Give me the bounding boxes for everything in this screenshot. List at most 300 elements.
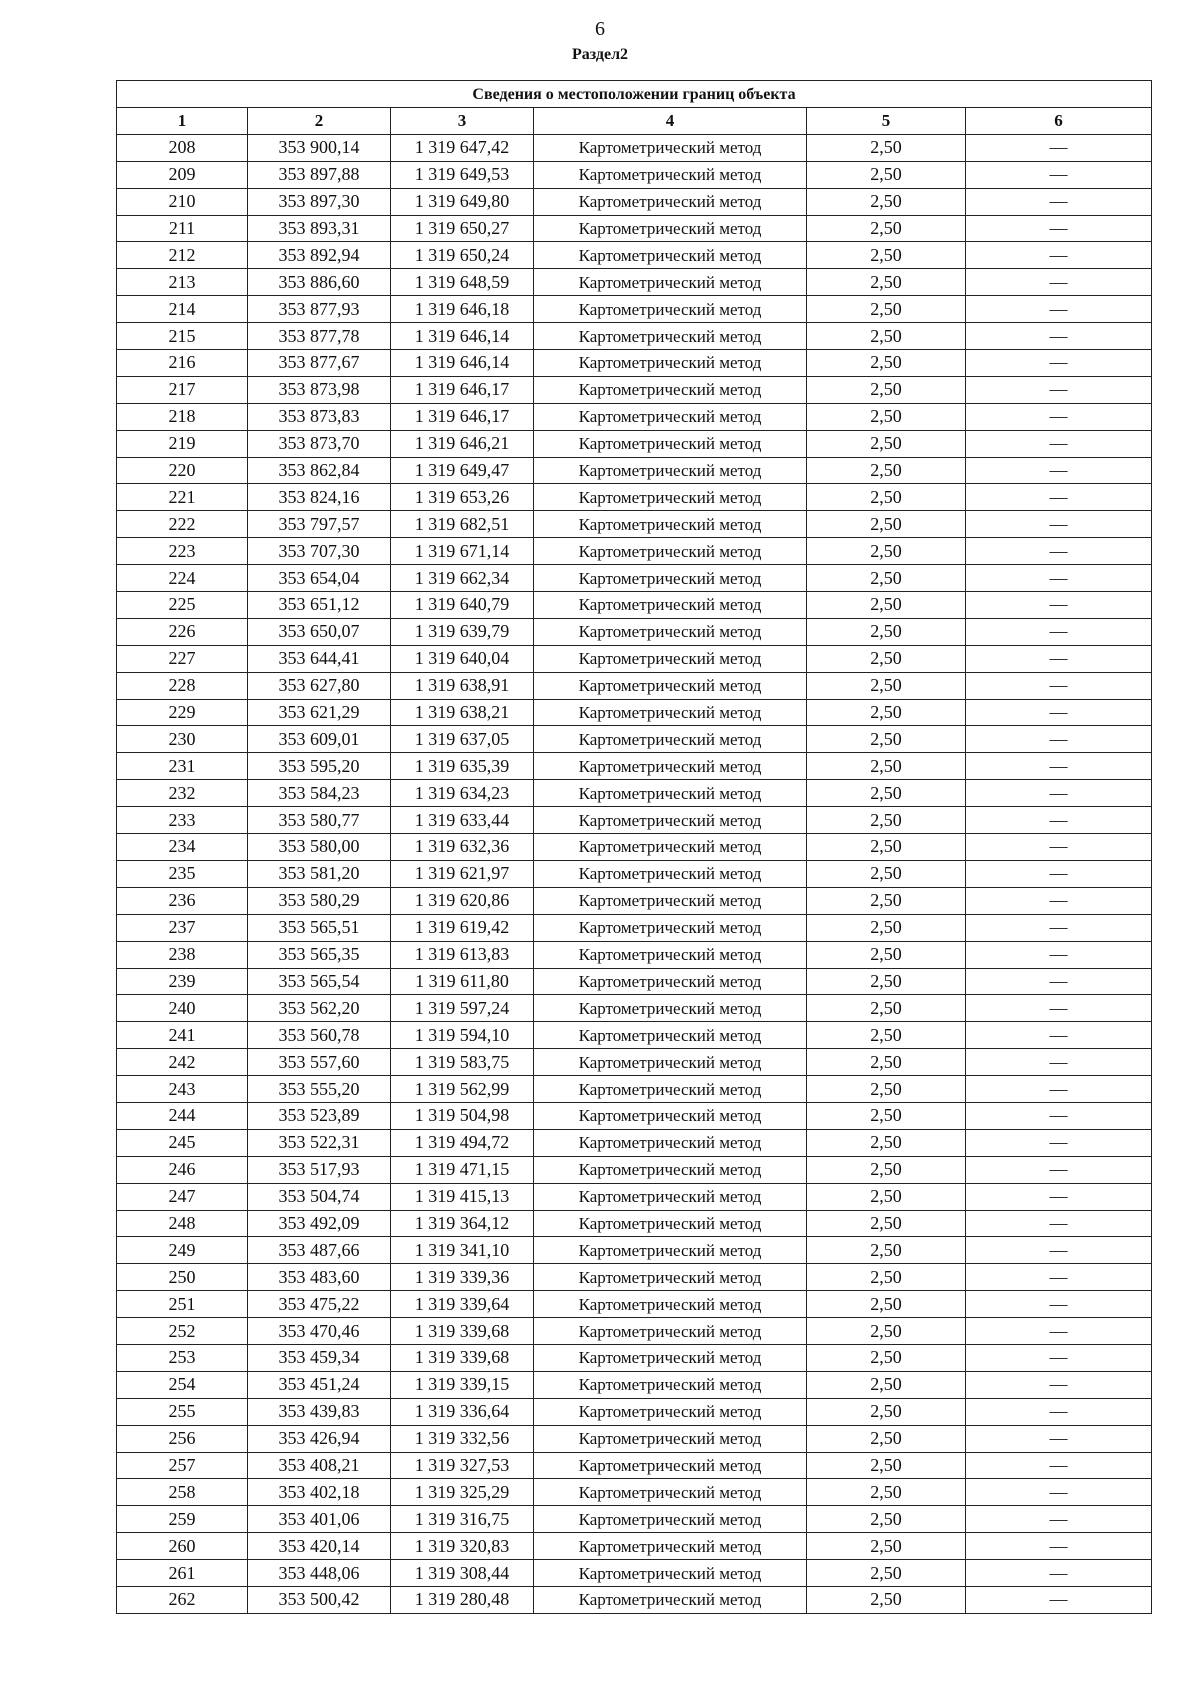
method-cell: Картометрический метод [534,538,807,565]
x-coordinate-cell: 353 565,35 [248,941,391,968]
y-coordinate-cell: 1 319 653,26 [391,484,534,511]
table-row [117,1156,1152,1183]
table-row [117,1506,1152,1533]
x-coordinate-cell: 353 565,54 [248,968,391,995]
accuracy-cell: 2,50 [807,242,966,269]
point-number-cell: 224 [117,565,248,592]
y-coordinate-cell: 1 319 613,83 [391,941,534,968]
x-coordinate-cell: 353 483,60 [248,1264,391,1291]
description-cell: — [966,941,1152,968]
point-number-cell: 233 [117,807,248,834]
accuracy-cell: 2,50 [807,672,966,699]
table-row [117,1210,1152,1237]
description-cell: — [966,1533,1152,1560]
description-cell: — [966,350,1152,377]
point-number-cell: 214 [117,296,248,323]
accuracy-cell: 2,50 [807,1183,966,1210]
table-row [117,1371,1152,1398]
description-cell: — [966,860,1152,887]
x-coordinate-cell: 353 877,93 [248,296,391,323]
y-coordinate-cell: 1 319 619,42 [391,914,534,941]
accuracy-cell: 2,50 [807,403,966,430]
method-cell: Картометрический метод [534,1049,807,1076]
y-coordinate-cell: 1 319 471,15 [391,1156,534,1183]
accuracy-cell: 2,50 [807,1479,966,1506]
point-number-cell: 236 [117,887,248,914]
point-number-cell: 219 [117,430,248,457]
y-coordinate-cell: 1 319 637,05 [391,726,534,753]
x-coordinate-cell: 353 900,14 [248,134,391,161]
x-coordinate-cell: 353 650,07 [248,618,391,645]
accuracy-cell: 2,50 [807,1049,966,1076]
accuracy-cell: 2,50 [807,350,966,377]
x-coordinate-cell: 353 873,83 [248,403,391,430]
x-coordinate-cell: 353 557,60 [248,1049,391,1076]
description-cell: — [966,1129,1152,1156]
x-coordinate-cell: 353 654,04 [248,565,391,592]
method-cell: Картометрический метод [534,215,807,242]
method-cell: Картометрический метод [534,914,807,941]
method-cell: Картометрический метод [534,242,807,269]
method-cell: Картометрический метод [534,1425,807,1452]
point-number-cell: 249 [117,1237,248,1264]
table-row [117,1237,1152,1264]
point-number-cell: 261 [117,1560,248,1587]
table-row [117,914,1152,941]
x-coordinate-cell: 353 580,29 [248,887,391,914]
x-coordinate-cell: 353 448,06 [248,1560,391,1587]
x-coordinate-cell: 353 580,77 [248,807,391,834]
y-coordinate-cell: 1 319 646,14 [391,323,534,350]
y-coordinate-cell: 1 319 280,48 [391,1586,534,1613]
accuracy-cell: 2,50 [807,430,966,457]
x-coordinate-cell: 353 555,20 [248,1076,391,1103]
y-coordinate-cell: 1 319 332,56 [391,1425,534,1452]
accuracy-cell: 2,50 [807,457,966,484]
method-cell: Картометрический метод [534,1398,807,1425]
point-number-cell: 238 [117,941,248,968]
x-coordinate-cell: 353 584,23 [248,780,391,807]
description-cell: — [966,511,1152,538]
y-coordinate-cell: 1 319 339,36 [391,1264,534,1291]
y-coordinate-cell: 1 319 339,68 [391,1344,534,1371]
table-row [117,296,1152,323]
table-row [117,726,1152,753]
description-cell: — [966,269,1152,296]
column-header: 2 [248,108,391,135]
table-row [117,1022,1152,1049]
accuracy-cell: 2,50 [807,995,966,1022]
table-title: Сведения о местоположении границ объекта [117,81,1152,108]
table-row [117,941,1152,968]
section-title: Раздел2 [571,46,629,63]
point-number-cell: 239 [117,968,248,995]
table-row [117,161,1152,188]
method-cell: Картометрический метод [534,887,807,914]
table-row [117,1479,1152,1506]
description-cell: — [966,672,1152,699]
description-cell: — [966,215,1152,242]
x-coordinate-cell: 353 492,09 [248,1210,391,1237]
x-coordinate-cell: 353 873,98 [248,376,391,403]
description-cell: — [966,887,1152,914]
point-number-cell: 246 [117,1156,248,1183]
y-coordinate-cell: 1 319 647,42 [391,134,534,161]
accuracy-cell: 2,50 [807,1452,966,1479]
y-coordinate-cell: 1 319 494,72 [391,1129,534,1156]
description-cell: — [966,1506,1152,1533]
x-coordinate-cell: 353 523,89 [248,1102,391,1129]
point-number-cell: 251 [117,1291,248,1318]
description-cell: — [966,1264,1152,1291]
description-cell: — [966,1344,1152,1371]
y-coordinate-cell: 1 319 316,75 [391,1506,534,1533]
point-number-cell: 245 [117,1129,248,1156]
y-coordinate-cell: 1 319 646,21 [391,430,534,457]
method-cell: Картометрический метод [534,376,807,403]
method-cell: Картометрический метод [534,1371,807,1398]
table-row [117,1264,1152,1291]
y-coordinate-cell: 1 319 611,80 [391,968,534,995]
accuracy-cell: 2,50 [807,1129,966,1156]
description-cell: — [966,1398,1152,1425]
table-row [117,780,1152,807]
table-row [117,1425,1152,1452]
column-header: 6 [966,108,1152,135]
point-number-cell: 211 [117,215,248,242]
description-cell: — [966,134,1152,161]
method-cell: Картометрический метод [534,161,807,188]
table-row [117,1049,1152,1076]
accuracy-cell: 2,50 [807,618,966,645]
method-cell: Картометрический метод [534,1344,807,1371]
accuracy-cell: 2,50 [807,834,966,861]
y-coordinate-cell: 1 319 632,36 [391,834,534,861]
y-coordinate-cell: 1 319 662,34 [391,565,534,592]
description-cell: — [966,1560,1152,1587]
y-coordinate-cell: 1 319 646,17 [391,376,534,403]
y-coordinate-cell: 1 319 415,13 [391,1183,534,1210]
x-coordinate-cell: 353 408,21 [248,1452,391,1479]
accuracy-cell: 2,50 [807,1156,966,1183]
table-row [117,807,1152,834]
description-cell: — [966,323,1152,350]
x-coordinate-cell: 353 897,88 [248,161,391,188]
column-header: 1 [117,108,248,135]
x-coordinate-cell: 353 644,41 [248,645,391,672]
accuracy-cell: 2,50 [807,1425,966,1452]
method-cell: Картометрический метод [534,1210,807,1237]
description-cell: — [966,995,1152,1022]
method-cell: Картометрический метод [534,1506,807,1533]
y-coordinate-cell: 1 319 320,83 [391,1533,534,1560]
x-coordinate-cell: 353 873,70 [248,430,391,457]
method-cell: Картометрический метод [534,1076,807,1103]
accuracy-cell: 2,50 [807,645,966,672]
description-cell: — [966,376,1152,403]
boundary-coordinates-table [116,80,1152,1614]
description-cell: — [966,645,1152,672]
method-cell: Картометрический метод [534,1560,807,1587]
y-coordinate-cell: 1 319 649,80 [391,188,534,215]
table-row [117,565,1152,592]
description-cell: — [966,1049,1152,1076]
x-coordinate-cell: 353 580,00 [248,834,391,861]
table-row [117,430,1152,457]
method-cell: Картометрический метод [534,457,807,484]
x-coordinate-cell: 353 877,78 [248,323,391,350]
point-number-cell: 221 [117,484,248,511]
y-coordinate-cell: 1 319 633,44 [391,807,534,834]
point-number-cell: 223 [117,538,248,565]
accuracy-cell: 2,50 [807,296,966,323]
accuracy-cell: 2,50 [807,1344,966,1371]
description-cell: — [966,592,1152,619]
description-cell: — [966,1210,1152,1237]
method-cell: Картометрический метод [534,1586,807,1613]
table-row [117,538,1152,565]
description-cell: — [966,1371,1152,1398]
method-cell: Картометрический метод [534,511,807,538]
y-coordinate-cell: 1 319 621,97 [391,860,534,887]
method-cell: Картометрический метод [534,350,807,377]
description-cell: — [966,1479,1152,1506]
x-coordinate-cell: 353 487,66 [248,1237,391,1264]
description-cell: — [966,1156,1152,1183]
point-number-cell: 250 [117,1264,248,1291]
x-coordinate-cell: 353 893,31 [248,215,391,242]
table-row [117,457,1152,484]
accuracy-cell: 2,50 [807,860,966,887]
accuracy-cell: 2,50 [807,1586,966,1613]
table-row [117,1129,1152,1156]
point-number-cell: 260 [117,1533,248,1560]
point-number-cell: 237 [117,914,248,941]
description-cell: — [966,753,1152,780]
point-number-cell: 259 [117,1506,248,1533]
y-coordinate-cell: 1 319 336,64 [391,1398,534,1425]
y-coordinate-cell: 1 319 327,53 [391,1452,534,1479]
x-coordinate-cell: 353 504,74 [248,1183,391,1210]
table-row [117,1318,1152,1345]
table-row [117,1291,1152,1318]
y-coordinate-cell: 1 319 620,86 [391,887,534,914]
table-row [117,968,1152,995]
point-number-cell: 220 [117,457,248,484]
point-number-cell: 258 [117,1479,248,1506]
method-cell: Картометрический метод [534,1479,807,1506]
table-row [117,215,1152,242]
point-number-cell: 230 [117,726,248,753]
x-coordinate-cell: 353 475,22 [248,1291,391,1318]
method-cell: Картометрический метод [534,1318,807,1345]
point-number-cell: 231 [117,753,248,780]
method-cell: Картометрический метод [534,860,807,887]
description-cell: — [966,457,1152,484]
accuracy-cell: 2,50 [807,161,966,188]
x-coordinate-cell: 353 595,20 [248,753,391,780]
method-cell: Картометрический метод [534,672,807,699]
x-coordinate-cell: 353 522,31 [248,1129,391,1156]
x-coordinate-cell: 353 459,34 [248,1344,391,1371]
point-number-cell: 227 [117,645,248,672]
table-row [117,350,1152,377]
x-coordinate-cell: 353 439,83 [248,1398,391,1425]
accuracy-cell: 2,50 [807,1506,966,1533]
y-coordinate-cell: 1 319 650,24 [391,242,534,269]
accuracy-cell: 2,50 [807,1291,966,1318]
table-row [117,242,1152,269]
table-row [117,887,1152,914]
accuracy-cell: 2,50 [807,323,966,350]
accuracy-cell: 2,50 [807,887,966,914]
accuracy-cell: 2,50 [807,1076,966,1103]
method-cell: Картометрический метод [534,1264,807,1291]
point-number-cell: 252 [117,1318,248,1345]
table-row [117,1398,1152,1425]
x-coordinate-cell: 353 621,29 [248,699,391,726]
y-coordinate-cell: 1 319 597,24 [391,995,534,1022]
point-number-cell: 218 [117,403,248,430]
method-cell: Картометрический метод [534,403,807,430]
x-coordinate-cell: 353 797,57 [248,511,391,538]
description-cell: — [966,1102,1152,1129]
accuracy-cell: 2,50 [807,484,966,511]
accuracy-cell: 2,50 [807,269,966,296]
method-cell: Картометрический метод [534,941,807,968]
x-coordinate-cell: 353 560,78 [248,1022,391,1049]
accuracy-cell: 2,50 [807,592,966,619]
point-number-cell: 213 [117,269,248,296]
accuracy-cell: 2,50 [807,1264,966,1291]
description-cell: — [966,1183,1152,1210]
method-cell: Картометрический метод [534,1129,807,1156]
x-coordinate-cell: 353 565,51 [248,914,391,941]
accuracy-cell: 2,50 [807,968,966,995]
x-coordinate-cell: 353 500,42 [248,1586,391,1613]
method-cell: Картометрический метод [534,430,807,457]
method-cell: Картометрический метод [534,323,807,350]
accuracy-cell: 2,50 [807,699,966,726]
point-number-cell: 242 [117,1049,248,1076]
table-row [117,645,1152,672]
method-cell: Картометрический метод [534,995,807,1022]
x-coordinate-cell: 353 707,30 [248,538,391,565]
point-number-cell: 210 [117,188,248,215]
accuracy-cell: 2,50 [807,376,966,403]
column-header: 3 [391,108,534,135]
x-coordinate-cell: 353 420,14 [248,1533,391,1560]
column-header: 4 [534,108,807,135]
description-cell: — [966,726,1152,753]
method-cell: Картометрический метод [534,1291,807,1318]
y-coordinate-cell: 1 319 341,10 [391,1237,534,1264]
x-coordinate-cell: 353 892,94 [248,242,391,269]
x-coordinate-cell: 353 426,94 [248,1425,391,1452]
method-cell: Картометрический метод [534,699,807,726]
method-cell: Картометрический метод [534,1452,807,1479]
accuracy-cell: 2,50 [807,215,966,242]
column-number-row [117,108,1152,135]
table-row [117,1344,1152,1371]
x-coordinate-cell: 353 517,93 [248,1156,391,1183]
x-coordinate-cell: 353 470,46 [248,1318,391,1345]
method-cell: Картометрический метод [534,726,807,753]
point-number-cell: 232 [117,780,248,807]
y-coordinate-cell: 1 319 646,14 [391,350,534,377]
point-number-cell: 228 [117,672,248,699]
page-number: 6 [595,18,605,40]
method-cell: Картометрический метод [534,296,807,323]
accuracy-cell: 2,50 [807,1210,966,1237]
table-row [117,1560,1152,1587]
accuracy-cell: 2,50 [807,1022,966,1049]
y-coordinate-cell: 1 319 640,04 [391,645,534,672]
y-coordinate-cell: 1 319 635,39 [391,753,534,780]
description-cell: — [966,1452,1152,1479]
table-row [117,484,1152,511]
point-number-cell: 235 [117,860,248,887]
point-number-cell: 240 [117,995,248,1022]
y-coordinate-cell: 1 319 650,27 [391,215,534,242]
method-cell: Картометрический метод [534,484,807,511]
point-number-cell: 229 [117,699,248,726]
y-coordinate-cell: 1 319 671,14 [391,538,534,565]
table-row [117,753,1152,780]
y-coordinate-cell: 1 319 639,79 [391,618,534,645]
description-cell: — [966,296,1152,323]
description-cell: — [966,1425,1152,1452]
accuracy-cell: 2,50 [807,538,966,565]
accuracy-cell: 2,50 [807,941,966,968]
point-number-cell: 216 [117,350,248,377]
accuracy-cell: 2,50 [807,1560,966,1587]
method-cell: Картометрический метод [534,1183,807,1210]
y-coordinate-cell: 1 319 562,99 [391,1076,534,1103]
table-row [117,672,1152,699]
x-coordinate-cell: 353 401,06 [248,1506,391,1533]
x-coordinate-cell: 353 886,60 [248,269,391,296]
accuracy-cell: 2,50 [807,565,966,592]
accuracy-cell: 2,50 [807,753,966,780]
table-row [117,1533,1152,1560]
x-coordinate-cell: 353 562,20 [248,995,391,1022]
point-number-cell: 226 [117,618,248,645]
point-number-cell: 215 [117,323,248,350]
x-coordinate-cell: 353 862,84 [248,457,391,484]
point-number-cell: 247 [117,1183,248,1210]
description-cell: — [966,699,1152,726]
y-coordinate-cell: 1 319 649,47 [391,457,534,484]
description-cell: — [966,484,1152,511]
point-number-cell: 256 [117,1425,248,1452]
accuracy-cell: 2,50 [807,1533,966,1560]
description-cell: — [966,914,1152,941]
point-number-cell: 248 [117,1210,248,1237]
method-cell: Картометрический метод [534,645,807,672]
table-body [117,134,1152,1613]
point-number-cell: 212 [117,242,248,269]
method-cell: Картометрический метод [534,592,807,619]
description-cell: — [966,968,1152,995]
y-coordinate-cell: 1 319 504,98 [391,1102,534,1129]
description-cell: — [966,430,1152,457]
method-cell: Картометрический метод [534,807,807,834]
method-cell: Картометрический метод [534,753,807,780]
accuracy-cell: 2,50 [807,134,966,161]
accuracy-cell: 2,50 [807,780,966,807]
accuracy-cell: 2,50 [807,188,966,215]
